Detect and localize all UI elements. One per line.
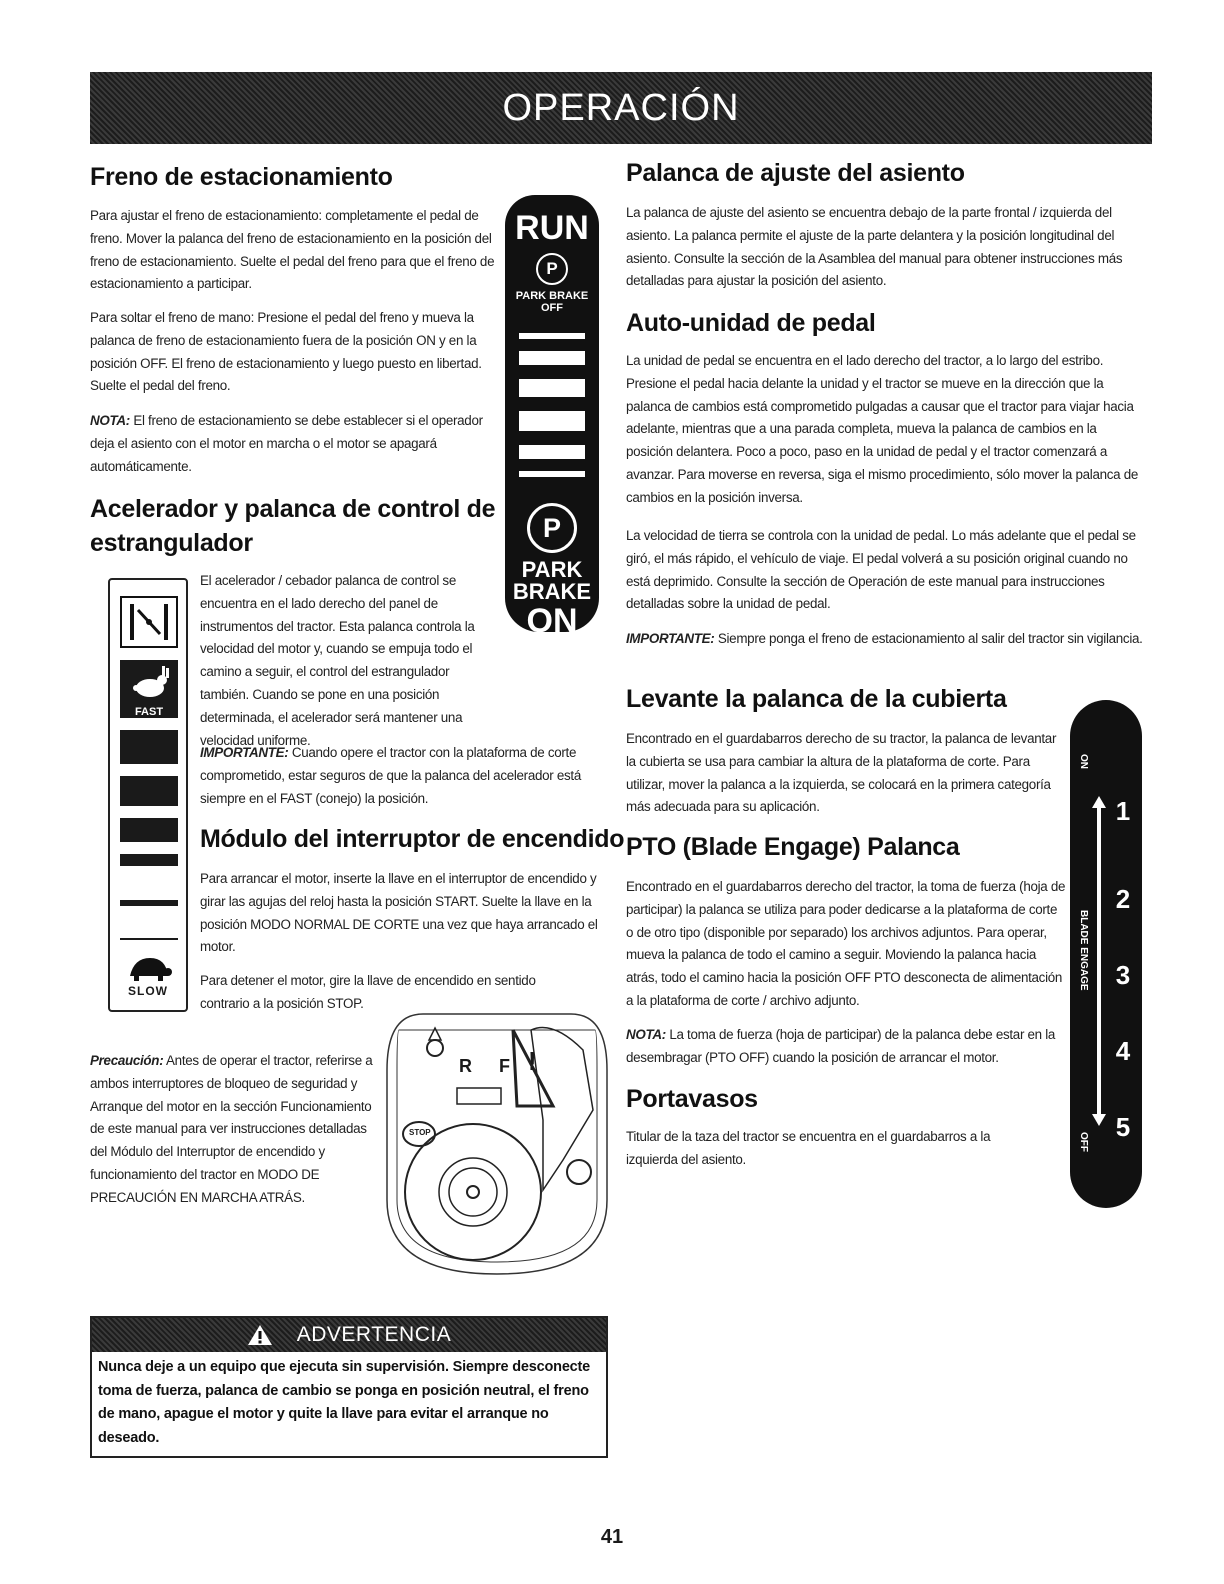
- on-label: ON: [526, 602, 578, 640]
- pto-decal: [1070, 700, 1142, 1208]
- freno-note: [90, 410, 500, 478]
- throttle-decal: [108, 578, 188, 1012]
- note-label: NOTA:: [626, 1027, 666, 1042]
- precaucion-label: Precaución:: [90, 1053, 164, 1068]
- blade-engage-label: BLADE ENGAGE: [1078, 910, 1089, 991]
- important-label: IMPORTANTE:: [200, 745, 289, 760]
- park-brake-on-label: [505, 559, 599, 639]
- heading-levante: Levante la palanca de la cubierta: [626, 685, 1007, 713]
- pto-note: [626, 1024, 1066, 1070]
- auto-pedal-important: [626, 628, 1144, 651]
- heading-auto-pedal: Auto-unidad de pedal: [626, 309, 876, 337]
- ignition-switch-diagram: [383, 1010, 611, 1278]
- heading-modulo: Módulo del interruptor de encendido: [200, 825, 625, 853]
- pto-paragraph: Encontrado en el guardabarros derecho del tractor, la toma de fuerza (hoja de participar) la palanca se utiliza para poder dedicarse a la plataforma de corte o de otro tipo (disponible por separado) los archivos adjuntos. Para operar, mueva la palanca de todo el camino a seguir. Moviendo la palanca hacia atrás, todo el camino hacia la posición OFF PTO desconecta de alimentación a la plataforma de corte / archivo adjunto.: [626, 879, 1066, 1008]
- important-text: Cuando opere el tractor con la plataforma de corte comprometido, estar seguros de que la palanca del acelerador está siempre en el FAST (conejo) la posición.: [200, 745, 581, 806]
- levante-paragraph: Encontrado en el guardabarros derecho de su tractor, la palanca de levantar la cubierta se usa para cambiar la altura de la plataforma de corte. Para utilizar, mover la palanca a la izquierda, se colocará en la primera categoría más adecuada para su aplicación.: [626, 731, 1057, 815]
- portavasos-paragraph: Titular de la taza del tractor se encuentra en el guardabarros a la izquierda del asiento.: [626, 1129, 991, 1167]
- warning-text: Nunca deje a un equipo que ejecuta sin supervisión. Siempre desconecte toma de fuerza, palanca de cambio se ponga en posición neutral, el freno de mano, apague el motor y quite la llave para evitar el arranque no deseado.: [98, 1359, 591, 1446]
- important-text: Siempre ponga el freno de estacionamiento al salir del tractor sin vigilancia.: [714, 631, 1143, 646]
- auto-pedal-paragraph-2: La velocidad de tierra se controla con la unidad de pedal. Lo más adelante que el pedal se giró, el más rápido, el vehículo de viaje. El pedal volverá a su posición original cuando no está deprimido. Consulte la sección de Operación de este manual para instrucciones detalladas sobre la unidad de pedal.: [626, 528, 1136, 612]
- warning-triangle-icon: [247, 1324, 273, 1346]
- brake-label: BRAKE: [512, 579, 592, 604]
- fast-rabbit-icon: [120, 660, 178, 718]
- asiento-paragraph: La palanca de ajuste del asiento se encuentra debajo de la parte frontal / izquierda del asiento. La palanca permite el ajuste de la parte delantera y la posición longitudinal del asiento. Consulte la sección de la Asamblea del manual para obtener instrucciones más detalladas para ajustar la posición del asiento.: [626, 205, 1123, 289]
- pto-off-label: OFF: [1078, 1132, 1089, 1152]
- throttle-bar: [120, 938, 178, 940]
- section-title: OPERACIÓN: [502, 86, 740, 129]
- note-label: NOTA:: [90, 413, 130, 428]
- note-text: El freno de estacionamiento se debe establecer si el operador deja el asiento con el motor en marcha o el motor se apagará automáticamente.: [90, 413, 483, 474]
- park-label: PARK: [521, 557, 583, 582]
- warning-header: [92, 1318, 606, 1352]
- pto-arrow-icon: [1092, 796, 1106, 1126]
- park-brake-label: PARK BRAKE: [515, 290, 589, 302]
- acelerador-important: [200, 742, 608, 810]
- park-icon-large: P: [527, 503, 577, 553]
- park-icon-small: P: [536, 253, 568, 285]
- choke-icon: [120, 596, 178, 648]
- park-brake-decal: [505, 195, 599, 640]
- heading-palanca-asiento: Palanca de ajuste del asiento: [626, 159, 965, 187]
- heading-freno: Freno de estacionamiento: [90, 163, 393, 191]
- slow-label: SLOW: [128, 984, 168, 998]
- modulo-paragraph-2: Para detener el motor, gire la llave de encendido en sentido contrario a la posición STOP.: [200, 973, 536, 1011]
- decal-bar: [519, 471, 585, 477]
- turtle-icon: [124, 952, 174, 982]
- heading-acelerador-line1: Acelerador y palanca de control de: [90, 495, 496, 523]
- throttle-bar: [120, 730, 178, 764]
- reverse-label: R: [459, 1056, 472, 1076]
- deck-position-3: 3: [1115, 960, 1131, 990]
- important-label: IMPORTANTE:: [626, 631, 715, 646]
- throttle-bar: [120, 900, 178, 906]
- run-label: RUN: [515, 209, 589, 247]
- warning-box: [90, 1316, 608, 1458]
- precaucion-text: Antes de operar el tractor, referirse a ambos interruptores de bloqueo de seguridad y Arranque del motor en la sección Funcionamiento de este manual para ver instrucciones detalladas del Módulo del Interruptor de encendido y funcionamiento del tractor en MODO DE PRECAUCIÓN EN MARCHA ATRÁS.: [90, 1053, 373, 1205]
- forward-label: F: [499, 1056, 510, 1076]
- throttle-bar: [120, 854, 178, 866]
- decal-bar: [519, 445, 585, 459]
- decal-bar: [519, 411, 585, 431]
- decal-bar: [519, 379, 585, 397]
- ignition-outline: [383, 1010, 611, 1278]
- warning-exclamation-icon: !: [528, 1046, 537, 1076]
- stop-label: STOP: [409, 1128, 431, 1137]
- deck-position-5: 5: [1115, 1112, 1131, 1142]
- park-brake-off-label: [505, 290, 599, 314]
- freno-paragraph-2: Para soltar el freno de mano: Presione el pedal del freno y mueva la palanca de freno de estacionamiento fuera de la posición ON y en la posición OFF. El freno de estacionamiento y luego puesto en libertad. Suelte el pedal del freno.: [90, 310, 482, 394]
- decal-bar: [519, 351, 585, 365]
- modulo-paragraph-1: Para arrancar el motor, inserte la llave en el interruptor de encendido y girar las agujas del reloj hasta la posición START. Suelte la llave en la posición MODO NORMAL DE CORTE una vez que haya arrancado el motor.: [200, 871, 598, 955]
- deck-position-2: 2: [1115, 884, 1131, 914]
- off-label: OFF: [541, 302, 563, 314]
- note-text: La toma de fuerza (hoja de participar) de la palanca debe estar en la desembragar (PTO OFF) cuando la posición de arrancar el motor.: [626, 1027, 1056, 1065]
- rabbit-icon: [120, 660, 178, 704]
- precaucion-paragraph: [90, 1050, 378, 1210]
- section-banner: [90, 72, 1152, 144]
- heading-acelerador-line2: estrangulador: [90, 529, 253, 557]
- acelerador-paragraph-a: El acelerador / cebador palanca de control se encuentra en el lado derecho del panel de instrumentos del tractor. Esta palanca controla la velocidad del motor y, cuando se empuja todo el camino a seguir, el control del estrangulador también. Cuando se pone en una posición determinada, el acelerador será mantener una velocidad uniforme.: [200, 573, 475, 748]
- decal-bar: [519, 333, 585, 339]
- warning-title: ADVERTENCIA: [296, 1323, 452, 1346]
- page-number: 41: [600, 1526, 624, 1548]
- fast-label: FAST: [134, 706, 164, 718]
- heading-portavasos: Portavasos: [626, 1085, 758, 1113]
- heading-pto: PTO (Blade Engage) Palanca: [626, 833, 960, 861]
- freno-paragraph-1: Para ajustar el freno de estacionamiento: completamente el pedal de freno. Mover la palanca del freno de estacionamiento en la posición del freno de estacionamiento. Suelte el pedal del freno para que el freno de estacionamiento a participar.: [90, 208, 495, 292]
- auto-pedal-paragraph-1: La unidad de pedal se encuentra en el lado derecho del tractor, a lo largo del estribo. Presione el pedal hacia delante la unidad y el tractor se mueve en la dirección que la palanca de cambios está comprometido pulgadas a causar que el tractor para viajar hacia adelante, mientras que a una parada completa, mueva la palanca de cambios en la posición delantera. Poco a poco, paso en la unidad de pedal y el tractor comenzará a avanzar. Para moverse en reversa, siga el mismo procedimiento, sólo mover la palanca de cambios en la posición inversa.: [626, 353, 1139, 505]
- deck-position-4: 4: [1115, 1036, 1131, 1066]
- throttle-bar: [120, 818, 178, 842]
- pto-on-label: ON: [1078, 754, 1089, 769]
- throttle-bar: [120, 776, 178, 806]
- deck-position-1: 1: [1115, 796, 1131, 826]
